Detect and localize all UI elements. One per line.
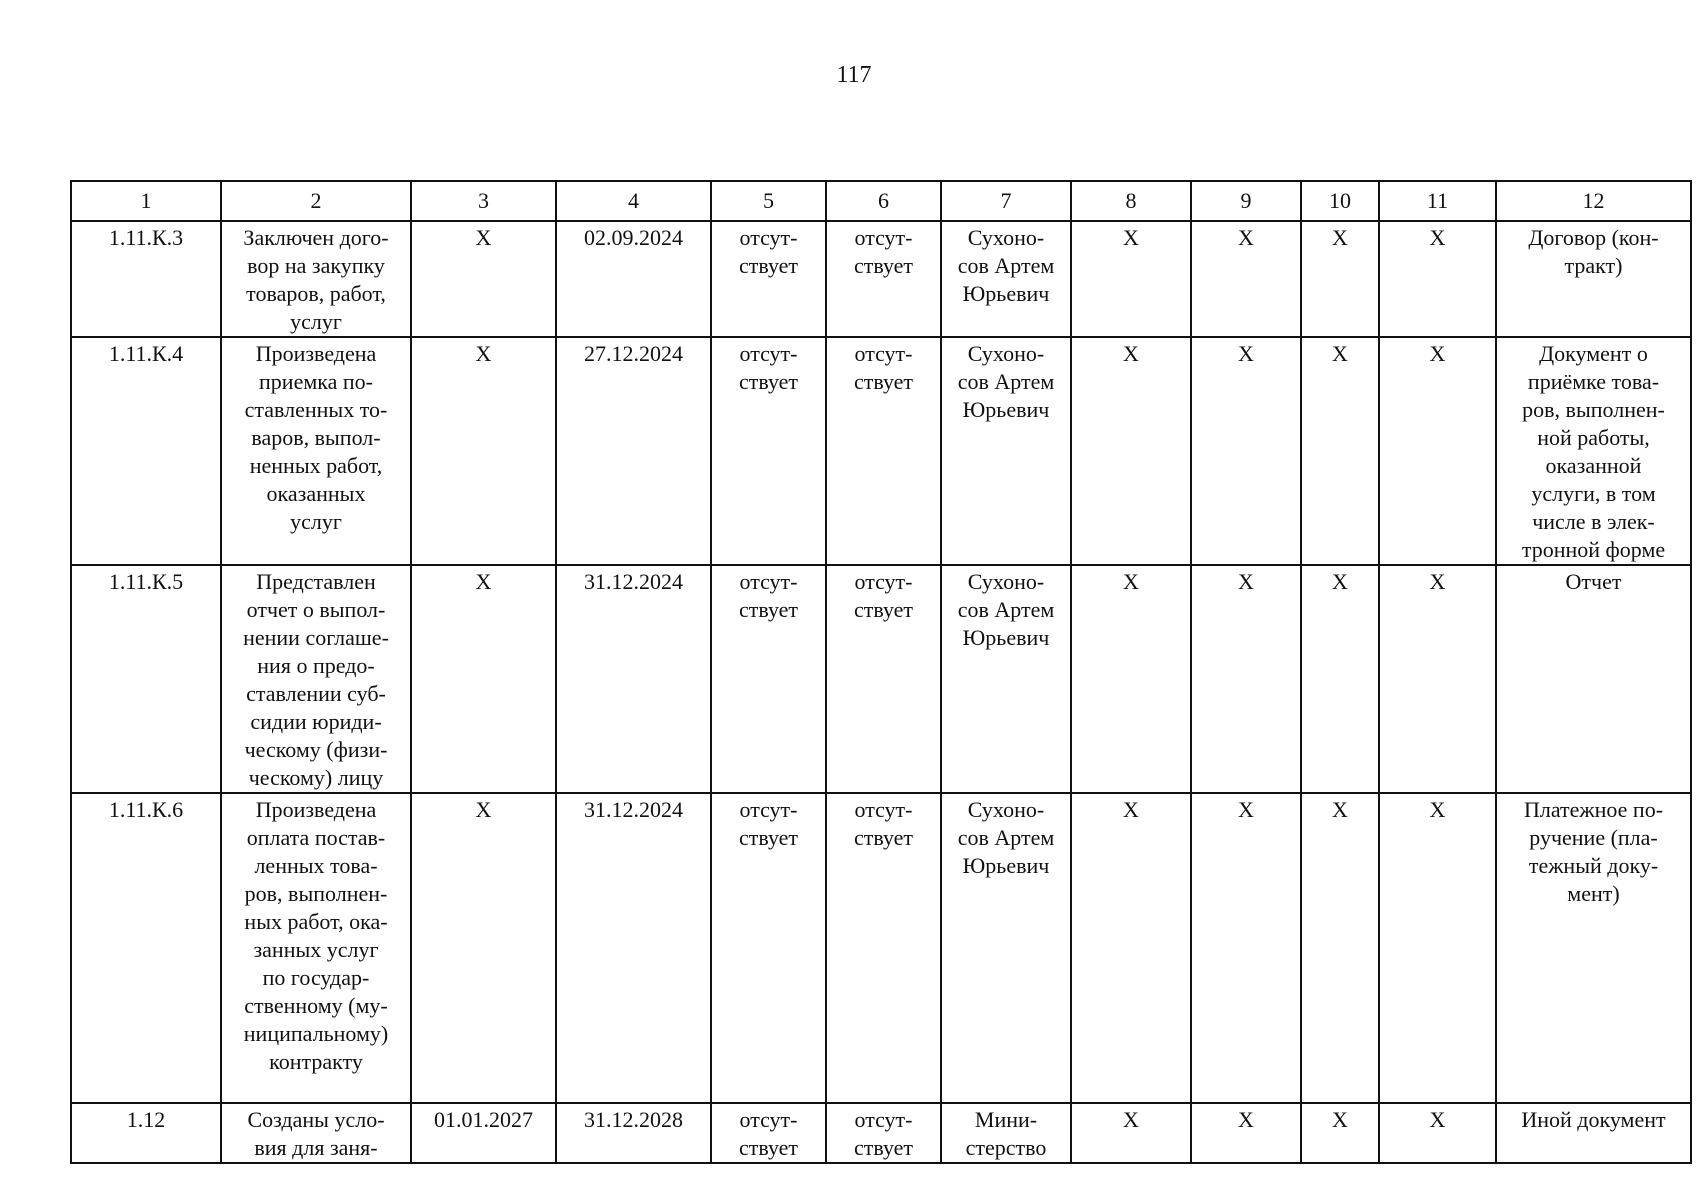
column-header: 6 [826, 181, 941, 221]
table-row [71, 337, 1691, 565]
column-header: 7 [941, 181, 1071, 221]
column-header: 1 [71, 181, 221, 221]
document-type-cell: Платежное по- ручение (пла- тежный доку- мент) [1496, 793, 1691, 1103]
col-8-cell: Х [1071, 1103, 1191, 1163]
col-8-cell: Х [1071, 565, 1191, 793]
page-number: 117 [836, 62, 872, 88]
start-date-cell: Х [411, 221, 556, 337]
col-10-cell: Х [1301, 221, 1379, 337]
col-6-cell: отсут- ствует [826, 337, 941, 565]
start-date-cell: Х [411, 337, 556, 565]
column-header: 8 [1071, 181, 1191, 221]
col-9-cell: Х [1191, 337, 1301, 565]
col-6-cell: отсут- ствует [826, 565, 941, 793]
end-date-cell: 27.12.2024 [556, 337, 711, 565]
table-row [71, 565, 1691, 793]
col-9-cell: Х [1191, 793, 1301, 1103]
column-header: 11 [1379, 181, 1496, 221]
event-name-cell: Созданы усло- вия для заня- [221, 1103, 411, 1163]
col-8-cell: Х [1071, 337, 1191, 565]
col-10-cell: Х [1301, 1103, 1379, 1163]
col-6-cell: отсут- ствует [826, 793, 941, 1103]
document-type-cell: Иной документ [1496, 1103, 1691, 1163]
event-name-cell: Представлен отчет о выпол- нении соглаше- ния о предо- ставлении суб- сидии юриди- ческому (физи- ческому) лицу [221, 565, 411, 793]
start-date-cell: Х [411, 793, 556, 1103]
col-6-cell: отсут- ствует [826, 221, 941, 337]
plan-table [70, 180, 1692, 1164]
end-date-cell: 31.12.2024 [556, 793, 711, 1103]
column-header: 5 [711, 181, 826, 221]
col-8-cell: Х [1071, 221, 1191, 337]
col-5-cell: отсут- ствует [711, 793, 826, 1103]
col-11-cell: Х [1379, 337, 1496, 565]
responsible-cell: Сухоно- сов Артем Юрьевич [941, 221, 1071, 337]
header-row [71, 181, 1691, 221]
col-10-cell: Х [1301, 337, 1379, 565]
col-11-cell: Х [1379, 565, 1496, 793]
table-row [71, 1103, 1691, 1163]
col-8-cell: Х [1071, 793, 1191, 1103]
col-5-cell: отсут- ствует [711, 221, 826, 337]
item-code-cell: 1.11.К.6 [71, 793, 221, 1103]
col-11-cell: Х [1379, 221, 1496, 337]
col-6-cell: отсут- ствует [826, 1103, 941, 1163]
column-header: 10 [1301, 181, 1379, 221]
table-row [71, 793, 1691, 1103]
responsible-cell: Сухоно- сов Артем Юрьевич [941, 565, 1071, 793]
event-name-cell: Произведена оплата постав- ленных това- ров, выполнен- ных работ, ока- занных услуг по государ- ственному (му- ниципальному) контракту [221, 793, 411, 1103]
item-code-cell: 1.11.К.4 [71, 337, 221, 565]
start-date-cell: 01.01.2027 [411, 1103, 556, 1163]
event-name-cell: Заключен дого- вор на закупку товаров, работ, услуг [221, 221, 411, 337]
end-date-cell: 02.09.2024 [556, 221, 711, 337]
document-type-cell: Документ о приёмке това- ров, выполнен- ной работы, оказанной услуги, в том числе в элек- тронной форме [1496, 337, 1691, 565]
col-5-cell: отсут- ствует [711, 1103, 826, 1163]
col-10-cell: Х [1301, 565, 1379, 793]
column-header: 4 [556, 181, 711, 221]
item-code-cell: 1.11.К.3 [71, 221, 221, 337]
item-code-cell: 1.11.К.5 [71, 565, 221, 793]
table-row [71, 221, 1691, 337]
document-type-cell: Договор (кон- тракт) [1496, 221, 1691, 337]
column-header: 9 [1191, 181, 1301, 221]
column-header: 3 [411, 181, 556, 221]
start-date-cell: Х [411, 565, 556, 793]
col-9-cell: Х [1191, 565, 1301, 793]
end-date-cell: 31.12.2028 [556, 1103, 711, 1163]
end-date-cell: 31.12.2024 [556, 565, 711, 793]
event-name-cell: Произведена приемка по- ставленных то- варов, выпол- ненных работ, оказанных услуг [221, 337, 411, 565]
col-9-cell: Х [1191, 221, 1301, 337]
col-11-cell: Х [1379, 1103, 1496, 1163]
responsible-cell: Сухоно- сов Артем Юрьевич [941, 793, 1071, 1103]
item-code-cell: 1.12 [71, 1103, 221, 1163]
col-5-cell: отсут- ствует [711, 565, 826, 793]
col-11-cell: Х [1379, 793, 1496, 1103]
col-9-cell: Х [1191, 1103, 1301, 1163]
responsible-cell: Мини- стерство [941, 1103, 1071, 1163]
col-10-cell: Х [1301, 793, 1379, 1103]
col-5-cell: отсут- ствует [711, 337, 826, 565]
column-header: 12 [1496, 181, 1691, 221]
document-type-cell: Отчет [1496, 565, 1691, 793]
column-header: 2 [221, 181, 411, 221]
responsible-cell: Сухоно- сов Артем Юрьевич [941, 337, 1071, 565]
